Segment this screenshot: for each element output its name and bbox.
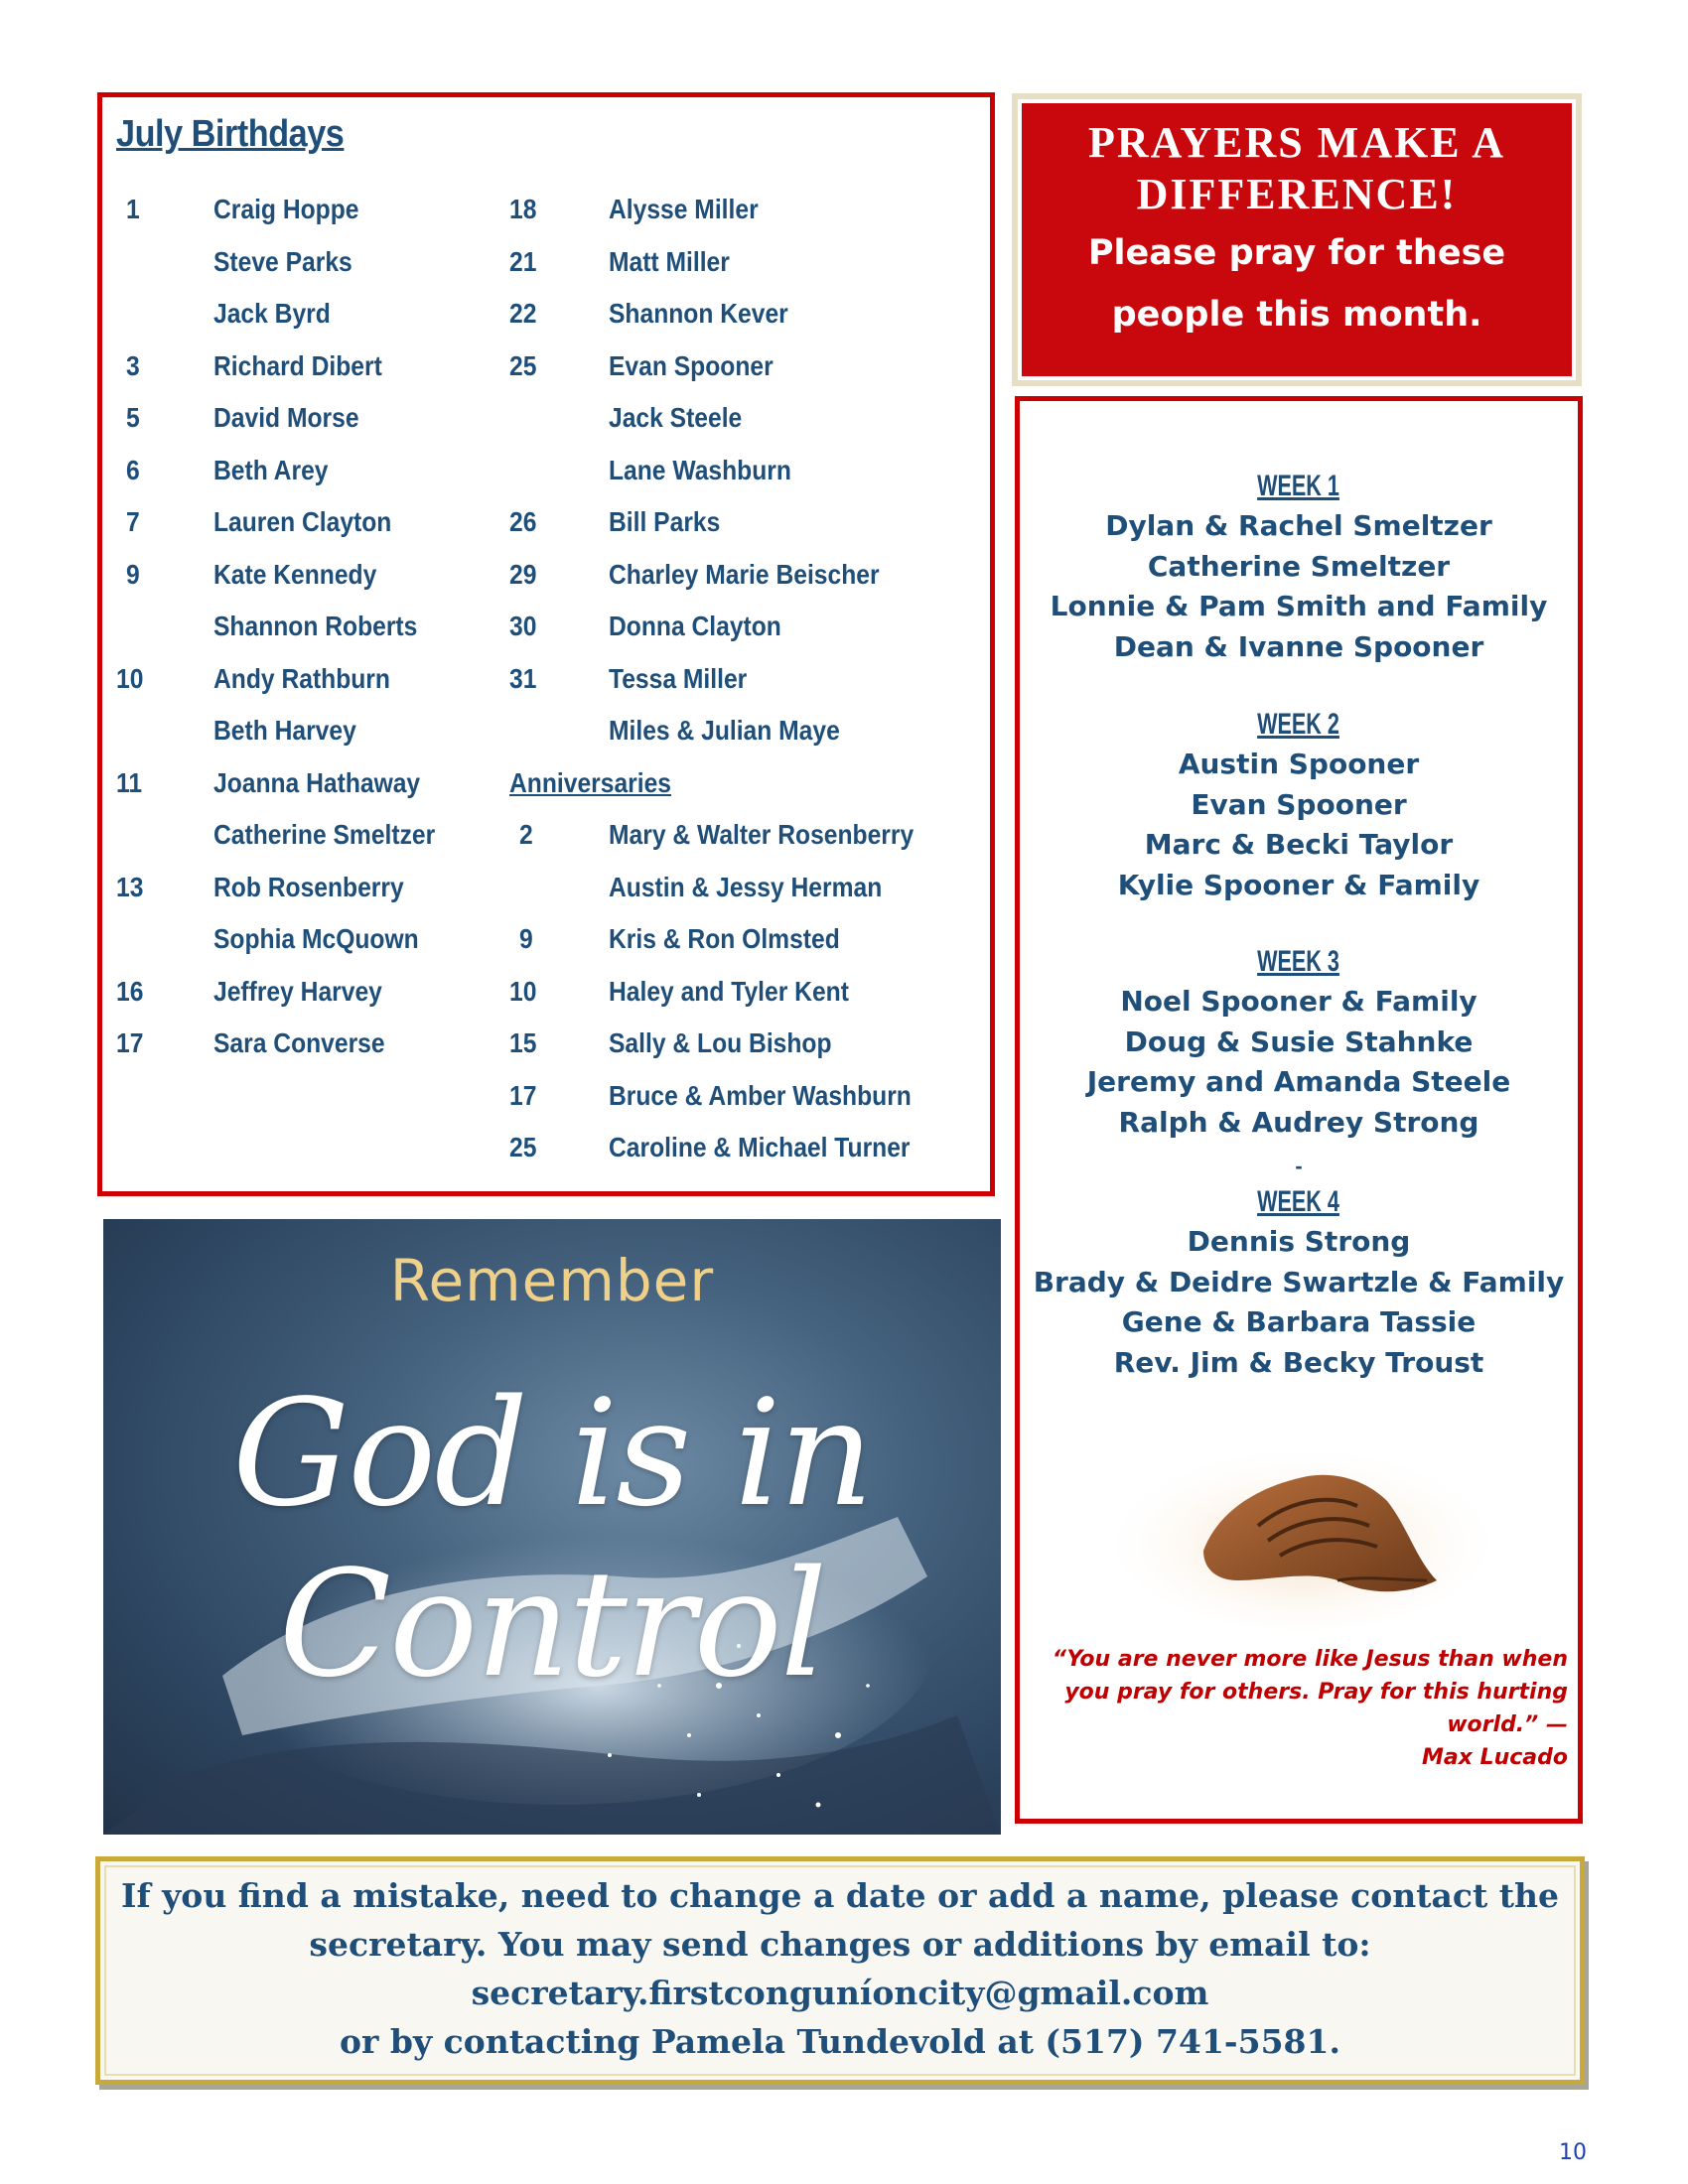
birthdays-right-column: [499, 190, 996, 1180]
row-name: Jack Steele: [609, 402, 743, 433]
birthday-row: [102, 659, 499, 712]
birthday-row: [102, 919, 499, 972]
row-name: Beth Harvey: [213, 715, 356, 746]
row-name: Haley and Tyler Kent: [609, 975, 849, 1007]
birthday-row: [102, 711, 499, 763]
row-day: 6: [126, 454, 140, 485]
prayer-name: Noel Spooner & Family: [1120, 985, 1477, 1018]
prayer-name: Dean & Ivanne Spooner: [1113, 629, 1484, 663]
row-name: Rob Rosenberry: [213, 871, 404, 902]
quote-text: “You are never more like Jesus than when you pray for others. Pray for this hurting world.” —: [1052, 1647, 1568, 1737]
row-day: 31: [509, 662, 537, 694]
birthday-row: [499, 555, 996, 608]
row-name: Sally & Lou Bishop: [609, 1027, 832, 1058]
row-name: Charley Marie Beischer: [609, 558, 880, 590]
god-is-in-control-image: [103, 1219, 1001, 1835]
birthday-row: [102, 972, 499, 1024]
row-day: 5: [126, 402, 140, 433]
birthday-row: [499, 607, 996, 659]
row-name: David Morse: [213, 402, 359, 433]
birthday-row: [102, 242, 499, 295]
prayer-subtitle: Please pray for these people this month.: [1087, 233, 1506, 335]
row-name: Mary & Walter Rosenberry: [609, 819, 914, 850]
row-day: 17: [116, 1027, 144, 1058]
birthday-row: [499, 1024, 996, 1076]
prayer-title-line1: PRAYERS MAKE A: [1088, 118, 1505, 167]
row-name: Beth Arey: [213, 454, 329, 485]
prayer-name: Marc & Becki Taylor: [1144, 828, 1454, 861]
prayer-name: Dylan & Rachel Smeltzer: [1105, 509, 1492, 542]
birthday-row: [102, 1024, 499, 1076]
birthday-row: [102, 346, 499, 399]
row-name: Jeffrey Harvey: [213, 975, 382, 1007]
birthday-row: [499, 451, 996, 503]
row-name: Lauren Clayton: [213, 506, 392, 537]
row-name: Steve Parks: [213, 245, 352, 277]
row-name: Andy Rathburn: [213, 662, 390, 694]
page-number: 10: [1559, 2140, 1587, 2165]
prayer-name: Evan Spooner: [1191, 787, 1407, 821]
birthday-row: [499, 294, 996, 346]
row-name: Shannon Kever: [609, 298, 788, 329]
row-name: Caroline & Michael Turner: [609, 1132, 911, 1162]
birthday-row: [499, 972, 996, 1024]
row-name: Sophia McQuown: [213, 923, 419, 954]
row-name: Alysse Miller: [609, 194, 759, 224]
birthday-row: [499, 1128, 996, 1180]
row-day: 16: [116, 975, 144, 1007]
anniversaries-heading-row: [499, 763, 996, 816]
week-4-section: [1020, 1182, 1578, 1383]
birthday-row: [102, 868, 499, 920]
birthdays-panel: [97, 92, 995, 1196]
birthday-row: [499, 815, 996, 868]
row-day: 10: [509, 975, 537, 1007]
birthday-row: [499, 919, 996, 972]
row-day: 3: [126, 349, 140, 381]
contact-line-4: or by contacting Pamela Tundevold at (517) 741-5581.: [340, 2022, 1340, 2061]
row-day: 26: [509, 506, 537, 537]
row-day: 30: [509, 611, 537, 641]
prayer-name: Austin Spooner: [1178, 748, 1420, 780]
quote-author: Max Lucado: [1421, 1745, 1568, 1770]
row-name: Joanna Hathaway: [213, 766, 421, 798]
row-day: 11: [116, 766, 143, 798]
birthday-row: [102, 763, 499, 816]
row-day: 7: [126, 506, 140, 537]
row-day: 1: [126, 194, 140, 224]
row-name: Kris & Ron Olmsted: [609, 923, 840, 954]
week-label: WEEK 3: [1257, 945, 1340, 978]
week-label: WEEK 2: [1257, 708, 1340, 741]
week-3-section: [1020, 942, 1578, 1143]
row-day: 17: [509, 1079, 537, 1111]
birthday-row: [499, 190, 996, 242]
prayer-name: Catherine Smeltzer: [1147, 549, 1451, 583]
row-name: Miles & Julian Maye: [609, 715, 840, 746]
prayer-title-line2: DIFFERENCE!: [1136, 170, 1458, 218]
praying-hands-icon: [1109, 1432, 1496, 1630]
prayer-name: Dennis Strong: [1187, 1225, 1411, 1258]
prayer-name: Kylie Spooner & Family: [1117, 868, 1480, 901]
birthday-row: [499, 659, 996, 712]
row-name: Matt Miller: [609, 245, 730, 277]
prayer-name: Ralph & Audrey Strong: [1118, 1105, 1479, 1139]
row-name: Donna Clayton: [609, 611, 781, 641]
row-name: Sara Converse: [213, 1027, 385, 1058]
birthday-row: [499, 502, 996, 555]
birthday-row: [102, 607, 499, 659]
prayer-name: Doug & Susie Stahnke: [1124, 1024, 1474, 1058]
row-name: Catherine Smeltzer: [213, 819, 436, 850]
birthday-row: [499, 346, 996, 399]
prayer-list-panel: [1015, 396, 1583, 1824]
row-day: 9: [126, 558, 140, 590]
row-name: Richard Dibert: [213, 349, 382, 381]
image-text-remember: Remember: [389, 1247, 715, 1314]
row-name: Bill Parks: [609, 506, 721, 537]
row-day: 21: [509, 245, 537, 277]
prayer-name: Lonnie & Pam Smith and Family: [1050, 590, 1548, 622]
row-name: Kate Kennedy: [213, 558, 377, 590]
row-name: Tessa Miller: [609, 662, 748, 694]
birthday-row: [499, 398, 996, 451]
row-name: Shannon Roberts: [213, 611, 418, 641]
birthdays-title: July Birthdays: [116, 113, 345, 155]
birthday-row: [499, 868, 996, 920]
row-day: 13: [116, 871, 144, 902]
row-day: 2: [519, 819, 533, 850]
prayer-name: Brady & Deidre Swartzle & Family: [1033, 1265, 1565, 1298]
week-1-section: [1020, 467, 1578, 667]
prayer-header-banner: [1018, 99, 1576, 380]
row-day: 25: [509, 349, 537, 381]
birthday-row: [102, 451, 499, 503]
anniversaries-heading: Anniversaries: [509, 766, 671, 798]
image-text-god-is-in-control: God is in Control: [231, 1368, 873, 1709]
birthday-row: [102, 294, 499, 346]
birthday-row: [499, 711, 996, 763]
week-label: WEEK 4: [1257, 1185, 1340, 1218]
contact-line-1: If you find a mistake, need to change a date or add a name, please contact the: [121, 1876, 1559, 1915]
contact-line-2: secretary. You may send changes or additions by email to:: [309, 1925, 1371, 1964]
week-separator: -: [1295, 1154, 1303, 1178]
row-day: 10: [116, 662, 144, 694]
row-name: Evan Spooner: [609, 349, 774, 381]
row-name: Craig Hoppe: [213, 194, 359, 224]
row-day: 25: [509, 1132, 537, 1162]
contact-email: secretary.firstconguníoncity@gmail.com: [471, 1974, 1209, 2012]
birthday-row: [102, 555, 499, 608]
prayer-name: Gene & Barbara Tassie: [1121, 1305, 1477, 1338]
row-name: Lane Washburn: [609, 454, 791, 485]
row-name: Jack Byrd: [213, 298, 331, 329]
contact-notice: [95, 1856, 1585, 2085]
row-day: 18: [509, 194, 537, 224]
birthday-row: [499, 242, 996, 295]
week-label: WEEK 1: [1257, 470, 1340, 502]
birthday-row: [102, 502, 499, 555]
birthday-row: [102, 398, 499, 451]
row-name: Austin & Jessy Herman: [609, 871, 883, 902]
prayer-name: Jeremy and Amanda Steele: [1086, 1065, 1511, 1098]
row-day: 9: [519, 923, 533, 954]
row-day: 15: [509, 1027, 537, 1058]
birthday-row: [102, 815, 499, 868]
prayer-title: [1022, 117, 1572, 220]
prayer-name: Rev. Jim & Becky Troust: [1113, 1345, 1484, 1379]
birthday-row: [102, 190, 499, 242]
row-day: 22: [509, 298, 537, 329]
birthday-row: [499, 1076, 996, 1129]
row-day: 29: [509, 558, 537, 590]
birthdays-left-column: [102, 190, 499, 1076]
prayer-quote: [1030, 1643, 1568, 1774]
row-name: Bruce & Amber Washburn: [609, 1079, 912, 1111]
week-2-section: [1020, 705, 1578, 905]
